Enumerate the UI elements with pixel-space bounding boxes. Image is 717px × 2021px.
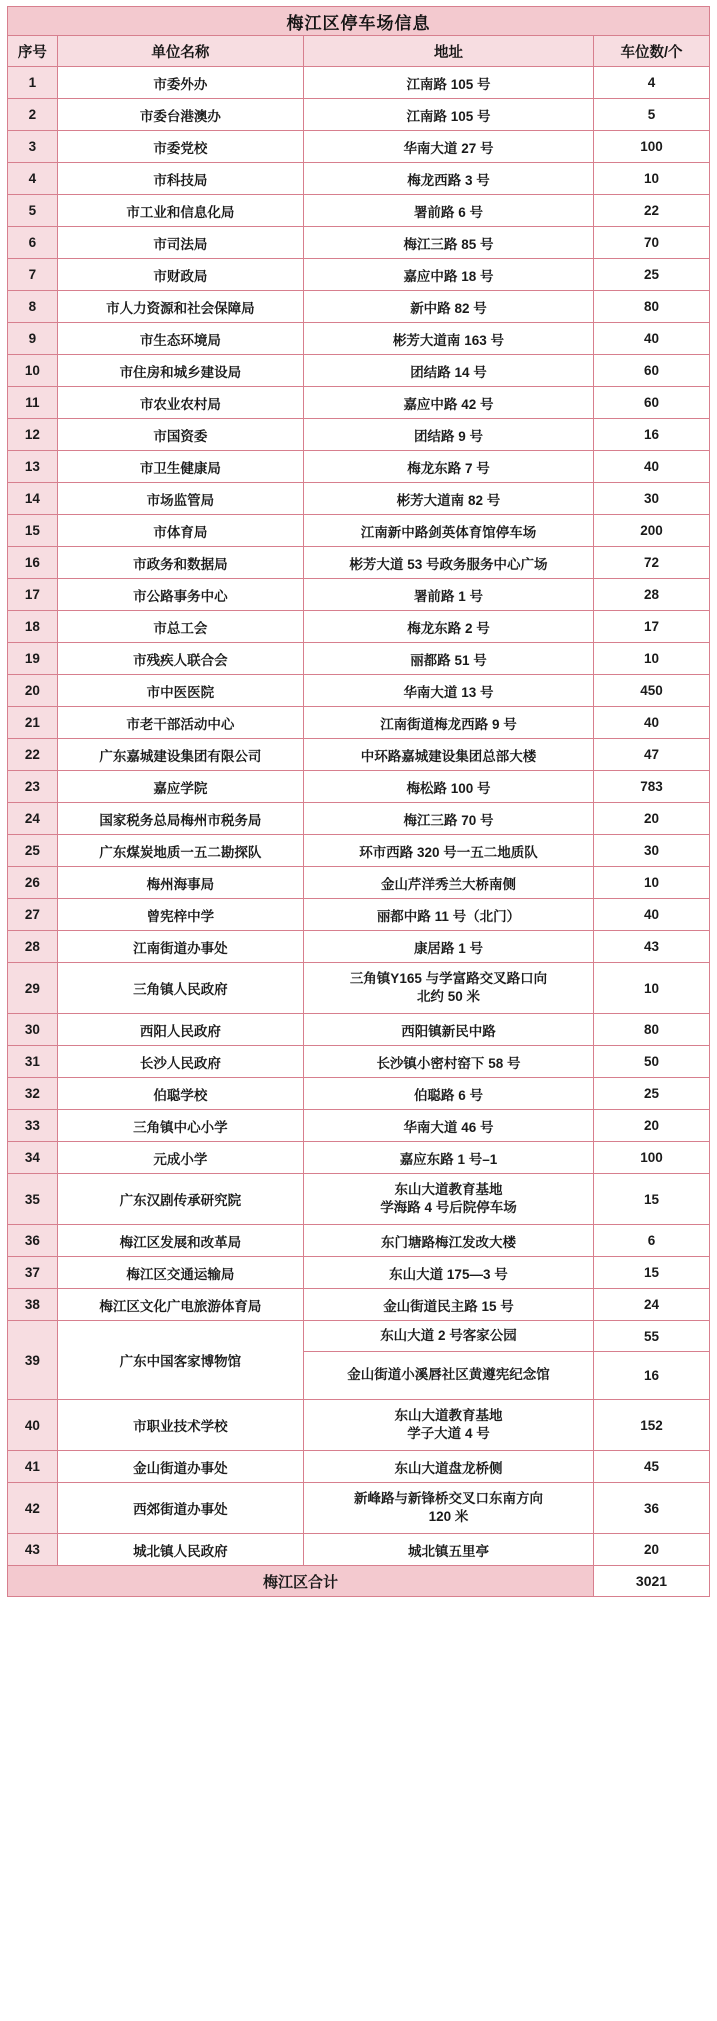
row-space-count: 15 [593, 1257, 709, 1289]
row-index: 21 [8, 707, 58, 739]
table-row [8, 323, 710, 355]
row-address: 东山大道盘龙桥侧 [303, 1451, 593, 1483]
row-address: 康居路 1 号 [303, 931, 593, 963]
row-space-count-part: 16 [643, 1368, 659, 1383]
row-unit-name: 曾宪梓中学 [57, 899, 303, 931]
row-address: 三角镇Y165 与学富路交叉路口向 北约 50 米 [303, 963, 593, 1014]
row-space-count: 25 [593, 259, 709, 291]
row-unit-name: 梅江区文化广电旅游体育局 [57, 1289, 303, 1321]
table-body [8, 7, 710, 1597]
row-unit-name: 元成小学 [57, 1142, 303, 1174]
row-address: 梅江三路 85 号 [303, 227, 593, 259]
row-index: 38 [8, 1289, 58, 1321]
table-row [8, 1110, 710, 1142]
row-unit-name: 西阳人民政府 [57, 1014, 303, 1046]
row-unit-name: 市国资委 [57, 419, 303, 451]
row-index: 29 [8, 963, 58, 1014]
table-row [8, 739, 710, 771]
table-row [8, 483, 710, 515]
row-space-count: 200 [593, 515, 709, 547]
row-space-count: 45 [593, 1451, 709, 1483]
row-address: 东山大道 175—3 号 [303, 1257, 593, 1289]
row-unit-name: 市卫生健康局 [57, 451, 303, 483]
row-unit-name: 市委外办 [57, 67, 303, 99]
row-unit-name: 梅江区交通运输局 [57, 1257, 303, 1289]
row-index: 7 [8, 259, 58, 291]
total-value: 3021 [593, 1566, 709, 1597]
table-row [8, 387, 710, 419]
table-row [8, 227, 710, 259]
row-index: 24 [8, 803, 58, 835]
row-unit-name: 城北镇人民政府 [57, 1534, 303, 1566]
row-index: 11 [8, 387, 58, 419]
row-index: 42 [8, 1483, 58, 1534]
table-row [8, 867, 710, 899]
row-index: 18 [8, 611, 58, 643]
row-address: 西阳镇新民中路 [303, 1014, 593, 1046]
row-unit-name: 市委台港澳办 [57, 99, 303, 131]
column-header-address: 地址 [303, 36, 593, 67]
row-space-count: 20 [593, 1534, 709, 1566]
row-index: 12 [8, 419, 58, 451]
row-address: 华南大道 27 号 [303, 131, 593, 163]
row-unit-name: 三角镇中心小学 [57, 1110, 303, 1142]
row-index: 31 [8, 1046, 58, 1078]
table-row [8, 1225, 710, 1257]
row-address: 华南大道 13 号 [303, 675, 593, 707]
row-index: 5 [8, 195, 58, 227]
row-space-count: 40 [593, 707, 709, 739]
row-unit-name: 三角镇人民政府 [57, 963, 303, 1014]
row-space-count: 30 [593, 483, 709, 515]
row-address: 梅江三路 70 号 [303, 803, 593, 835]
row-address: 长沙镇小密村窑下 58 号 [303, 1046, 593, 1078]
row-space-count: 25 [593, 1078, 709, 1110]
row-index: 20 [8, 675, 58, 707]
row-unit-name: 市老干部活动中心 [57, 707, 303, 739]
table-row [8, 579, 710, 611]
row-space-count: 10 [593, 163, 709, 195]
row-space-count: 152 [593, 1400, 709, 1451]
row-address: 东门塘路梅江发改大楼 [303, 1225, 593, 1257]
row-index: 22 [8, 739, 58, 771]
row-space-count: 100 [593, 131, 709, 163]
row-space-count: 72 [593, 547, 709, 579]
row-space-count: 60 [593, 387, 709, 419]
table-total-row [8, 1566, 710, 1597]
row-space-count: 100 [593, 1142, 709, 1174]
row-address: 新峰路与新锋桥交叉口东南方向 120 米 [303, 1483, 593, 1534]
table-row [8, 1078, 710, 1110]
row-index: 27 [8, 899, 58, 931]
row-address: 梅龙东路 7 号 [303, 451, 593, 483]
row-address: 金山街道民主路 15 号 [303, 1289, 593, 1321]
row-unit-name: 金山街道办事处 [57, 1451, 303, 1483]
row-space-count: 28 [593, 579, 709, 611]
table-row [8, 515, 710, 547]
row-index: 17 [8, 579, 58, 611]
row-address: 环市西路 320 号一五二地质队 [303, 835, 593, 867]
row-unit-name: 国家税务总局梅州市税务局 [57, 803, 303, 835]
table-row [8, 899, 710, 931]
row-address: 嘉应中路 42 号 [303, 387, 593, 419]
row-address: 团结路 14 号 [303, 355, 593, 387]
row-space-count: 10 [593, 643, 709, 675]
table-row [8, 419, 710, 451]
row-index: 14 [8, 483, 58, 515]
row-index: 30 [8, 1014, 58, 1046]
row-index: 2 [8, 99, 58, 131]
row-address: 华南大道 46 号 [303, 1110, 593, 1142]
row-space-count: 17 [593, 611, 709, 643]
table-row [8, 99, 710, 131]
row-space-count: 450 [593, 675, 709, 707]
table-row [8, 547, 710, 579]
row-space-count: 15 [593, 1174, 709, 1225]
table-row [8, 1451, 710, 1483]
row-space-count: 40 [593, 451, 709, 483]
table-row [8, 1174, 710, 1225]
table-row [8, 675, 710, 707]
table-row [8, 1321, 710, 1400]
row-space-count: 20 [593, 803, 709, 835]
row-unit-name: 市职业技术学校 [57, 1400, 303, 1451]
page-title: 梅江区停车场信息 [8, 7, 710, 36]
row-address: 东山大道教育基地 学子大道 4 号 [303, 1400, 593, 1451]
row-address: 团结路 9 号 [303, 419, 593, 451]
row-index: 1 [8, 67, 58, 99]
table-row [8, 835, 710, 867]
row-unit-name: 市工业和信息化局 [57, 195, 303, 227]
row-address: 金山芹洋秀兰大桥南侧 [303, 867, 593, 899]
row-unit-name: 市公路事务中心 [57, 579, 303, 611]
total-label: 梅江区合计 [8, 1566, 594, 1597]
row-index: 4 [8, 163, 58, 195]
row-unit-name: 梅州海事局 [57, 867, 303, 899]
row-index: 26 [8, 867, 58, 899]
row-unit-name: 广东汉剧传承研究院 [57, 1174, 303, 1225]
row-address: 梅龙东路 2 号 [303, 611, 593, 643]
table-row [8, 1257, 710, 1289]
row-address: 嘉应东路 1 号–1 [303, 1142, 593, 1174]
row-index: 23 [8, 771, 58, 803]
row-unit-name: 市人力资源和社会保障局 [57, 291, 303, 323]
row-unit-name: 市财政局 [57, 259, 303, 291]
row-address: 新中路 82 号 [303, 291, 593, 323]
table-row [8, 195, 710, 227]
row-address: 丽都中路 11 号（北门） [303, 899, 593, 931]
table-row [8, 1014, 710, 1046]
row-index: 10 [8, 355, 58, 387]
row-space-count: 783 [593, 771, 709, 803]
table-row [8, 1483, 710, 1534]
row-space-count: 80 [593, 291, 709, 323]
table-row [8, 1289, 710, 1321]
row-index: 37 [8, 1257, 58, 1289]
row-space-count: 22 [593, 195, 709, 227]
row-index: 15 [8, 515, 58, 547]
row-space-count: 47 [593, 739, 709, 771]
row-address: 伯聪路 6 号 [303, 1078, 593, 1110]
row-index: 33 [8, 1110, 58, 1142]
table-row [8, 1400, 710, 1451]
row-address: 梅松路 100 号 [303, 771, 593, 803]
row-index: 34 [8, 1142, 58, 1174]
row-index: 36 [8, 1225, 58, 1257]
row-unit-name: 长沙人民政府 [57, 1046, 303, 1078]
row-unit-name: 市科技局 [57, 163, 303, 195]
table-row [8, 67, 710, 99]
row-unit-name: 市委党校 [57, 131, 303, 163]
table-row [8, 707, 710, 739]
row-index: 39 [8, 1321, 58, 1400]
row-address: 中环路嘉城建设集团总部大楼 [303, 739, 593, 771]
table-row [8, 643, 710, 675]
row-unit-name: 市农业农村局 [57, 387, 303, 419]
row-index: 40 [8, 1400, 58, 1451]
row-unit-name: 市残疾人联合会 [57, 643, 303, 675]
row-unit-name: 市政务和数据局 [57, 547, 303, 579]
table-row [8, 291, 710, 323]
row-space-count: 6 [593, 1225, 709, 1257]
row-index: 35 [8, 1174, 58, 1225]
table-row [8, 451, 710, 483]
table-row [8, 803, 710, 835]
row-index: 32 [8, 1078, 58, 1110]
column-header-spaces: 车位数/个 [593, 36, 709, 67]
row-unit-name: 市中医医院 [57, 675, 303, 707]
table-row [8, 259, 710, 291]
row-address-part: 金山街道小溪唇社区 黄遵宪纪念馆 [347, 1367, 550, 1383]
row-space-count-part: 55 [594, 1321, 709, 1352]
table-row [8, 163, 710, 195]
row-space-count: 43 [593, 931, 709, 963]
row-space-count: 40 [593, 899, 709, 931]
row-index: 9 [8, 323, 58, 355]
row-unit-name: 市总工会 [57, 611, 303, 643]
row-space-count: 4 [593, 67, 709, 99]
row-index: 43 [8, 1534, 58, 1566]
table-row [8, 131, 710, 163]
row-address: 江南路 105 号 [303, 99, 593, 131]
row-space-count: 36 [593, 1483, 709, 1534]
row-unit-name: 市住房和城乡建设局 [57, 355, 303, 387]
row-index: 41 [8, 1451, 58, 1483]
parking-table [7, 6, 710, 1597]
row-space-count: 60 [593, 355, 709, 387]
row-address: 彬芳大道南 163 号 [303, 323, 593, 355]
table-row [8, 355, 710, 387]
row-index: 6 [8, 227, 58, 259]
row-space-count: 16 [593, 419, 709, 451]
row-address: 东山大道教育基地 学海路 4 号后院停车场 [303, 1174, 593, 1225]
table-title-row [8, 7, 710, 36]
row-unit-name: 市生态环境局 [57, 323, 303, 355]
table-row [8, 771, 710, 803]
row-index: 25 [8, 835, 58, 867]
table-header-row [8, 36, 710, 67]
row-unit-name: 市司法局 [57, 227, 303, 259]
row-address: 嘉应中路 18 号 [303, 259, 593, 291]
row-index: 13 [8, 451, 58, 483]
table-row [8, 1142, 710, 1174]
row-index: 28 [8, 931, 58, 963]
table-row [8, 931, 710, 963]
row-space-count [593, 1321, 709, 1400]
row-unit-name: 广东中国客家博物馆 [57, 1321, 303, 1400]
row-address-part: 东山大道 2 号客家公园 [304, 1321, 593, 1352]
row-address: 江南街道梅龙西路 9 号 [303, 707, 593, 739]
table-row [8, 1046, 710, 1078]
row-space-count: 20 [593, 1110, 709, 1142]
row-space-count: 24 [593, 1289, 709, 1321]
table-row [8, 611, 710, 643]
row-address: 彬芳大道南 82 号 [303, 483, 593, 515]
row-unit-name: 市场监管局 [57, 483, 303, 515]
row-address: 梅龙西路 3 号 [303, 163, 593, 195]
row-unit-name: 梅江区发展和改革局 [57, 1225, 303, 1257]
row-index: 16 [8, 547, 58, 579]
row-address: 城北镇五里亭 [303, 1534, 593, 1566]
table-row [8, 963, 710, 1014]
row-address: 彬芳大道 53 号政务服务中心广场 [303, 547, 593, 579]
row-unit-name: 伯聪学校 [57, 1078, 303, 1110]
row-address: 江南路 105 号 [303, 67, 593, 99]
row-unit-name: 西郊街道办事处 [57, 1483, 303, 1534]
row-address [303, 1321, 593, 1400]
row-unit-name: 市体育局 [57, 515, 303, 547]
row-unit-name: 广东煤炭地质一五二勘探队 [57, 835, 303, 867]
row-space-count: 30 [593, 835, 709, 867]
column-header-index: 序号 [8, 36, 58, 67]
column-header-unit-name: 单位名称 [57, 36, 303, 67]
row-space-count: 10 [593, 963, 709, 1014]
row-space-count: 40 [593, 323, 709, 355]
row-unit-name: 广东嘉城建设集团有限公司 [57, 739, 303, 771]
row-address: 丽都路 51 号 [303, 643, 593, 675]
row-index: 19 [8, 643, 58, 675]
row-unit-name: 江南街道办事处 [57, 931, 303, 963]
row-index: 8 [8, 291, 58, 323]
row-address: 江南新中路剑英体育馆停车场 [303, 515, 593, 547]
row-space-count: 80 [593, 1014, 709, 1046]
row-space-count: 50 [593, 1046, 709, 1078]
row-space-count: 70 [593, 227, 709, 259]
row-space-count: 5 [593, 99, 709, 131]
row-unit-name: 嘉应学院 [57, 771, 303, 803]
table-row [8, 1534, 710, 1566]
row-index: 3 [8, 131, 58, 163]
row-address: 署前路 6 号 [303, 195, 593, 227]
row-address: 署前路 1 号 [303, 579, 593, 611]
row-space-count: 10 [593, 867, 709, 899]
